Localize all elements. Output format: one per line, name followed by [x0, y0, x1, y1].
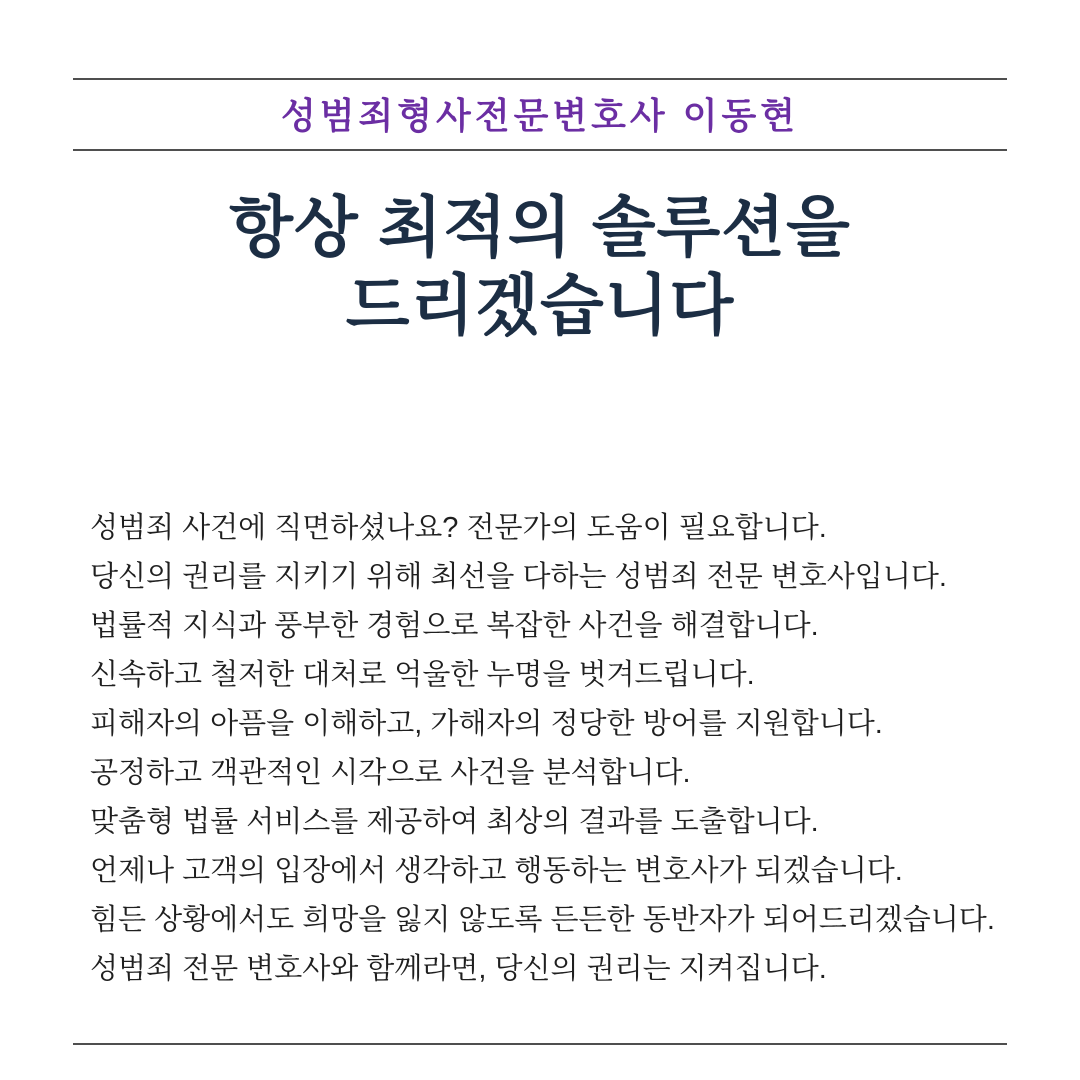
bottom-divider — [73, 1043, 1007, 1045]
body-line-9: 힘든 상황에서도 희망을 잃지 않도록 든든한 동반자가 되어드리겠습니다. — [90, 904, 995, 936]
top-divider — [73, 78, 1007, 80]
body-line-4: 신속하고 철저한 대처로 억울한 누명을 벗겨드립니다. — [90, 659, 755, 691]
main-headline — [0, 188, 1080, 344]
body-line-3: 법률적 지식과 풍부한 경험으로 복잡한 사건을 해결합니다. — [90, 610, 819, 642]
body-line-7: 맞춤형 법률 서비스를 제공하여 최상의 결과를 도출합니다. — [90, 806, 819, 838]
headline-line1: 항상 최적의 솔루션을 — [229, 190, 851, 264]
body-line-8: 언제나 고객의 입장에서 생각하고 행동하는 변호사가 되겠습니다. — [90, 855, 903, 887]
body-line-1: 성범죄 사건에 직면하셨나요? 전문가의 도움이 필요합니다. — [90, 512, 827, 544]
header-divider — [73, 149, 1007, 151]
lawyer-title: 성범죄형사전문변호사 이동현 — [280, 95, 800, 136]
body-line-5: 피해자의 아픔을 이해하고, 가해자의 정당한 방어를 지원합니다. — [90, 708, 883, 740]
body-line-2: 당신의 권리를 지키기 위해 최선을 다하는 성범죄 전문 변호사입니다. — [90, 561, 947, 593]
body-paragraph — [90, 504, 1040, 994]
headline-line2: 드리겠습니다 — [345, 268, 735, 342]
body-line-10: 성범죄 전문 변호사와 함께라면, 당신의 권리는 지켜집니다. — [90, 953, 827, 985]
body-line-6: 공정하고 객관적인 시각으로 사건을 분석합니다. — [90, 757, 691, 789]
